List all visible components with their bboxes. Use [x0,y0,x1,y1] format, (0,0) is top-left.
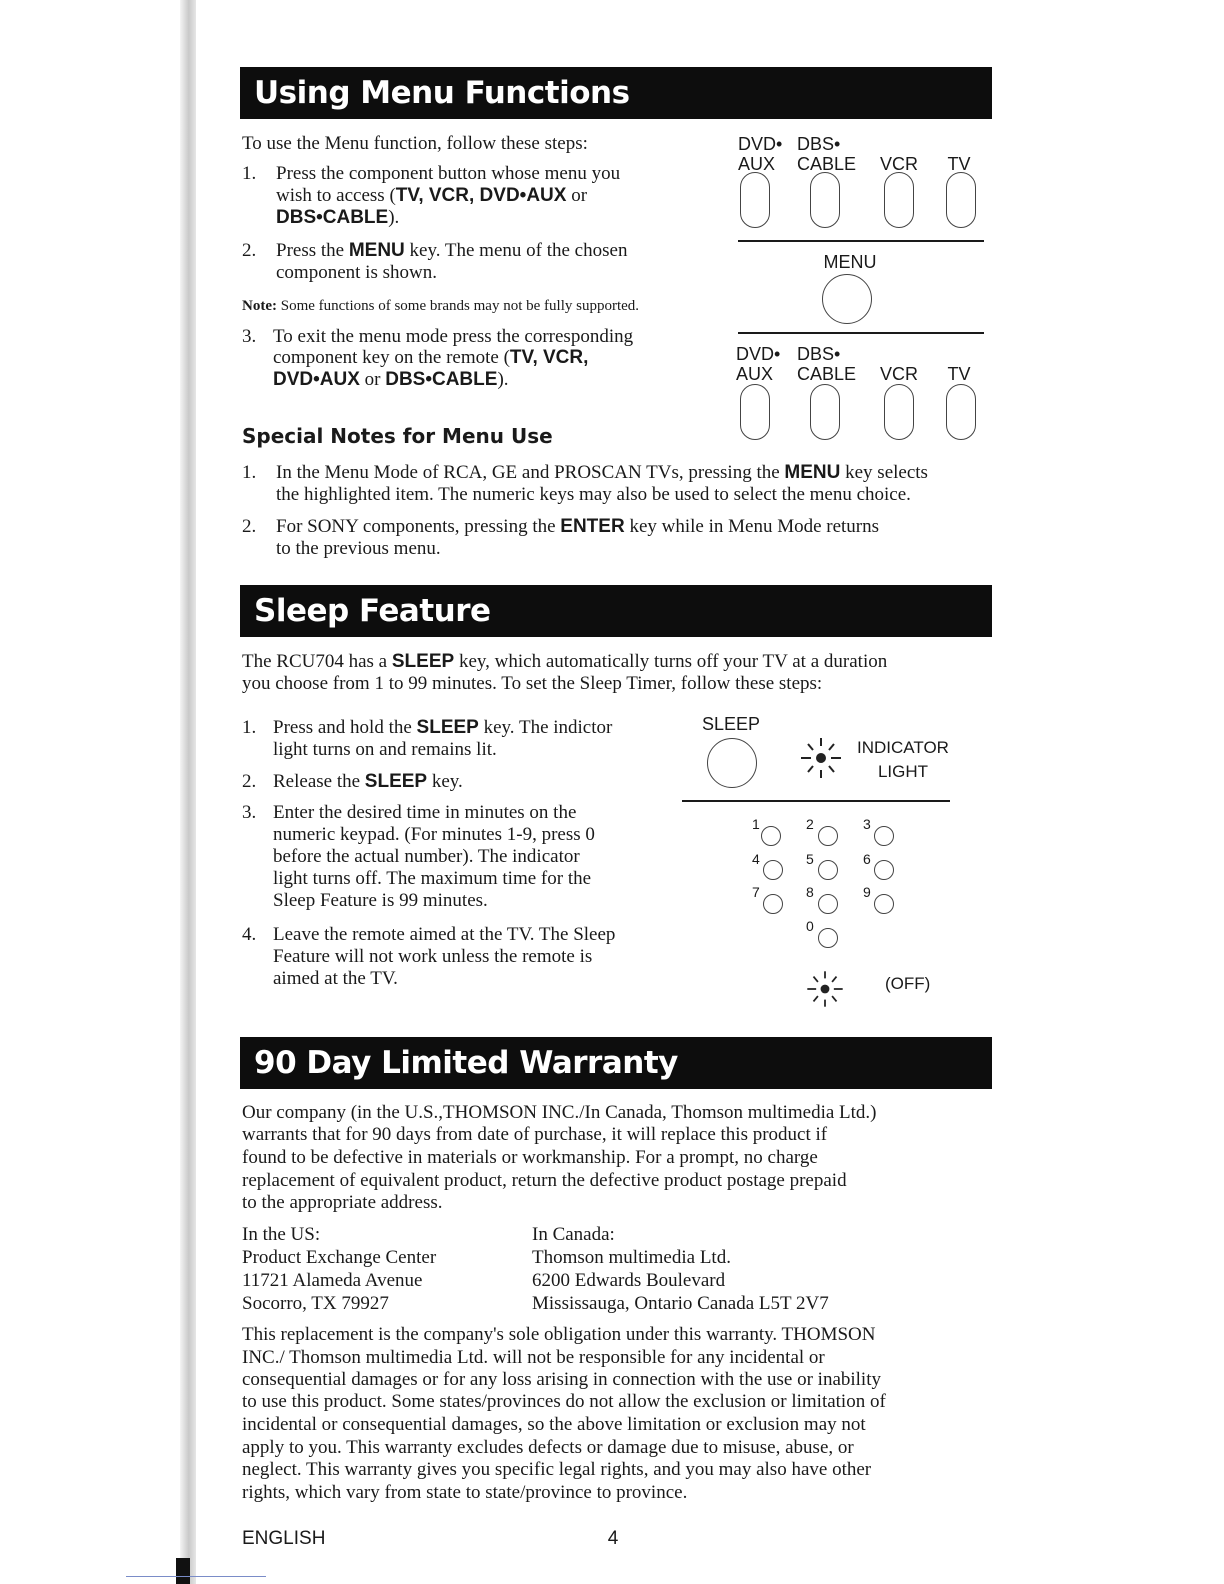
digit-8-label: 8 [806,884,814,900]
sleep-key[interactable] [707,738,757,788]
warranty-para1-line4: replacement of equivalent product, return the defective product postage prepaid [242,1170,847,1191]
digit-4-label: 4 [752,851,760,867]
sleep-step-4-line3: aimed at the TV. [273,968,398,989]
warranty-para2-line4: to use this product. Some states/provinces do not allow the exclusion or limitation of [242,1391,886,1412]
menu-step-2-line2: component is shown. [276,262,437,283]
special-notes-heading: Special Notes for Menu Use [242,424,553,448]
warranty-section-banner: 90 Day Limited Warranty [240,1037,992,1089]
dbs-cable-key[interactable] [810,384,840,440]
menu-step-number: 2. [242,240,257,261]
diagram-divider [682,800,950,802]
spine-mark [176,1558,190,1584]
digit-5-label: 5 [806,851,814,867]
tv-label: TV [947,364,971,384]
ca-address-line: 6200 Edwards Boulevard [532,1270,726,1291]
page-spine-shadow [180,0,196,1584]
digit-3-key[interactable] [874,826,894,846]
warranty-para1-line2: warrants that for 90 days from date of purchase, it will replace this product if [242,1124,828,1145]
dvd-aux-key[interactable] [740,172,770,228]
dvd-aux-key[interactable] [740,384,770,440]
spine-line [126,1576,266,1577]
digit-9-label: 9 [863,884,871,900]
sleep-step-3-line3: before the actual number). The indicator [273,846,580,867]
warranty-para2-line5: incidental or consequential damages, so the above limitation or exclusion may not [242,1414,866,1435]
menu-key[interactable] [822,274,872,324]
sleep-step-2: Release the SLEEP key. [273,771,463,792]
vcr-label: VCR [880,364,919,384]
digit-6-key[interactable] [874,860,894,880]
menu-step-1-line3: DBS•CABLE). [276,207,400,228]
sleep-step-number: 3. [242,802,257,823]
menu-key-label: MENU [823,252,877,272]
vcr-key[interactable] [884,384,914,440]
menu-step-1-line1: Press the component button whose menu you [276,163,621,184]
menu-note: Note: Some functions of some brands may not be fully supported. [242,298,640,314]
footer-language: ENGLISH [242,1528,326,1549]
sleep-step-number: 2. [242,771,257,792]
vcr-key[interactable] [884,172,914,228]
us-address-line: Socorro, TX 79927 [242,1293,389,1314]
sleep-step-number: 4. [242,924,257,945]
us-address-line: In the US: [242,1224,321,1245]
digit-0-label: 0 [806,918,814,934]
sleep-step-3-line1: Enter the desired time in minutes on the [273,802,577,823]
digit-6-label: 6 [863,851,871,867]
sleep-step-3-line2: numeric keypad. (For minutes 1-9, press 0 [273,824,595,845]
dbs-cable-label: DBS• CABLE [797,344,857,384]
menu-step-3-line2: component key on the remote (TV, VCR, [273,347,589,368]
diagram-divider [738,240,984,242]
tv-key[interactable] [946,172,976,228]
warranty-para2-line6: apply to you. This warranty excludes defects or damage due to misuse, abuse, or [242,1437,854,1458]
tv-key[interactable] [946,384,976,440]
special-note-2-line2: to the previous menu. [276,538,441,559]
sleep-section-banner: Sleep Feature [240,585,992,637]
warranty-para1-line1: Our company (in the U.S.,THOMSON INC./In Canada, Thomson multimedia Ltd.) [242,1102,877,1123]
digit-8-key[interactable] [818,894,838,914]
digit-3-label: 3 [863,816,871,832]
menu-step-3-line3: DVD•AUX or DBS•CABLE). [273,369,509,390]
sleep-step-3-line4: light turns off. The maximum time for the [273,868,592,889]
sleep-step-1-line2: light turns on and remains lit. [273,739,497,760]
warranty-para2-line8: rights, which vary from state to state/province to province. [242,1482,688,1503]
warranty-para1-line3: found to be defective in materials or workmanship. For a prompt, no charge [242,1147,818,1168]
indicator-light-off-icon [804,966,846,1012]
menu-step-number: 3. [242,326,257,347]
digit-5-key[interactable] [818,860,838,880]
sleep-step-1-line1: Press and hold the SLEEP key. The indictor [273,717,613,738]
note-number: 1. [242,462,257,483]
ca-address-line: Mississauga, Ontario Canada L5T 2V7 [532,1293,829,1314]
warranty-para2-line2: INC./ Thomson multimedia Ltd. will not be responsible for any incidental or [242,1347,825,1368]
sleep-intro-line1: The RCU704 has a SLEEP key, which automatically turns off your TV at a duration [242,651,888,672]
digit-0-key[interactable] [818,928,838,948]
menu-intro: To use the Menu function, follow these steps: [242,133,588,154]
special-note-2-line1: For SONY components, pressing the ENTER key while in Menu Mode returns [276,516,880,537]
page-number: 4 [607,1528,619,1549]
warranty-para1-line5: to the appropriate address. [242,1192,443,1213]
diagram-divider [738,332,984,334]
ca-address-line: Thomson multimedia Ltd. [532,1247,731,1268]
digit-1-label: 1 [752,816,760,832]
dvd-aux-label: DVD• AUX [738,134,783,174]
digit-7-key[interactable] [763,894,783,914]
indicator-light-on-icon [798,732,844,784]
sleep-step-3-line5: Sleep Feature is 99 minutes. [273,890,488,911]
digit-4-key[interactable] [763,860,783,880]
warranty-para2-line7: neglect. This warranty gives you specific legal rights, and you may also have other [242,1459,872,1480]
sleep-step-4-line2: Feature will not work unless the remote is [273,946,593,967]
digit-2-label: 2 [806,816,814,832]
menu-step-1-line2: wish to access (TV, VCR, DVD•AUX or [276,185,588,206]
note-number: 2. [242,516,257,537]
dbs-cable-label: DBS• CABLE [797,134,857,174]
tv-label: TV [947,154,971,174]
digit-9-key[interactable] [874,894,894,914]
sleep-intro-line2: you choose from 1 to 99 minutes. To set the Sleep Timer, follow these steps: [242,673,823,694]
indicator-label: INDICATOR LIGHT [857,738,949,781]
menu-section-banner: Using Menu Functions [240,67,992,119]
us-address-line: 11721 Alameda Avenue [242,1270,423,1291]
sleep-step-4-line1: Leave the remote aimed at the TV. The Sleep [273,924,616,945]
dbs-cable-key[interactable] [810,172,840,228]
vcr-label: VCR [880,154,919,174]
special-note-1-line1: In the Menu Mode of RCA, GE and PROSCAN TVs, pressing the MENU key selects [276,462,928,483]
sleep-step-number: 1. [242,717,257,738]
menu-step-number: 1. [242,163,257,184]
special-note-1-line2: the highlighted item. The numeric keys may also be used to select the menu choice. [276,484,911,505]
off-label: (OFF) [885,974,931,993]
dvd-aux-label: DVD• AUX [736,344,781,384]
menu-step-3-line1: To exit the menu mode press the corresponding [273,326,634,347]
digit-1-key[interactable] [761,826,781,846]
warranty-para2-line3: consequential damages or for any loss arising in connection with the use or inability [242,1369,881,1390]
menu-step-2-line1: Press the MENU key. The menu of the chosen [276,240,628,261]
digit-2-key[interactable] [818,826,838,846]
warranty-para2-line1: This replacement is the company's sole obligation under this warranty. THOMSON [242,1324,876,1345]
ca-address-line: In Canada: [532,1224,615,1245]
us-address-line: Product Exchange Center [242,1247,437,1268]
sleep-key-label: SLEEP [702,714,761,734]
digit-7-label: 7 [752,884,760,900]
